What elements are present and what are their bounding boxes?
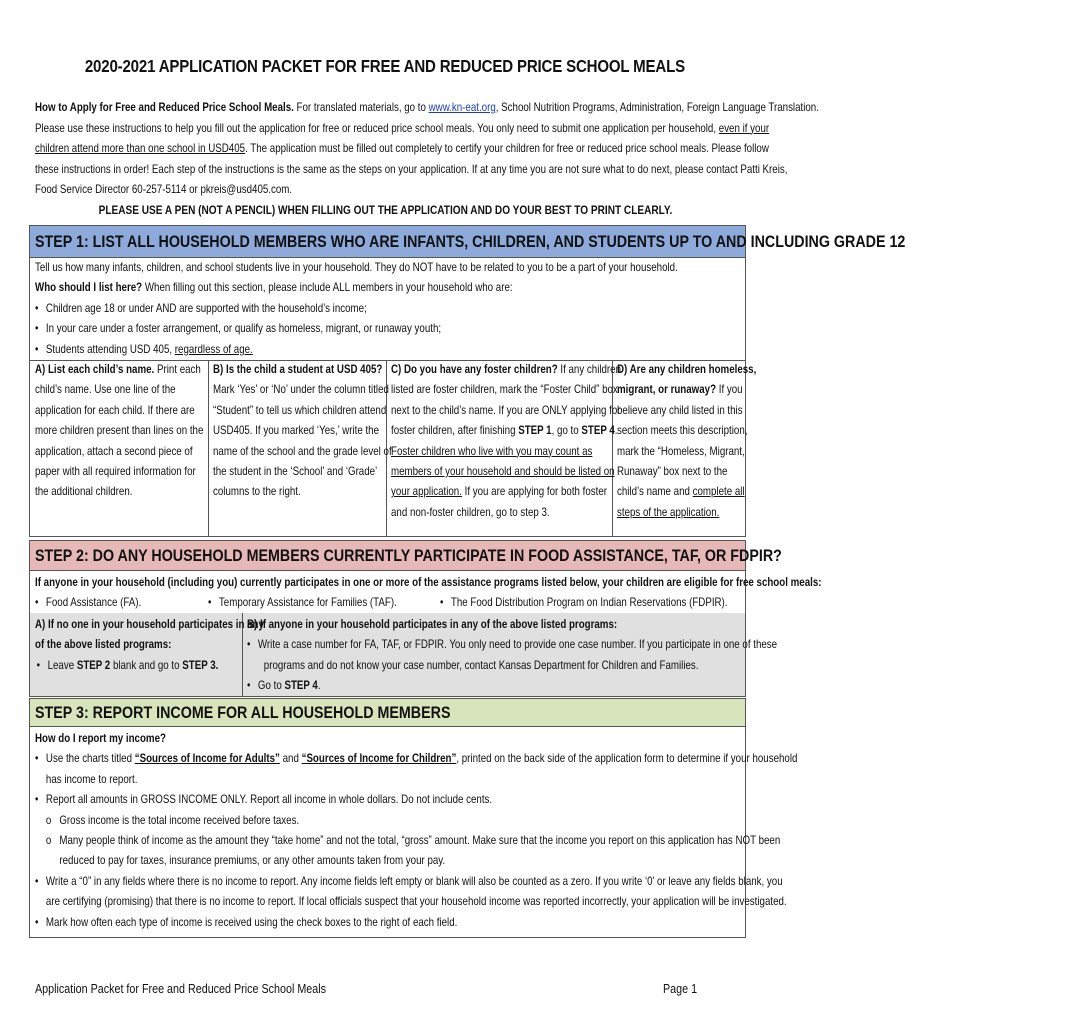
step2-heading: STEP 2: DO ANY HOUSEHOLD MEMBERS CURRENTLY PARTICIPATE IN FOOD ASSISTANCE, TAF, OR FDPIR? — [30, 541, 745, 571]
step1-col-a: A) List each child’s name. Print each child’s name. Use one line of the application for each child. If there are more children present than lines on the application, attach a second piece of paper with all required information for the additional children. — [35, 363, 204, 499]
step2-section — [29, 540, 822, 697]
step1-col-c: C) Do you have any foster children? If any children listed are foster children, mark the “Foster Child” box next to the child’s name. If you are ONLY applying for foster children, after finishing STEP 1, go to STEP 4. Foster children who live with you may count as members of your household and should be listed on your application. If you are applying for both foster and non-foster children, go to step 3. — [391, 363, 622, 519]
step2-intro: If anyone in your household (including you) currently participates in one or more of the assistance programs listed below, your children are eligible for free school meals: — [35, 576, 822, 589]
step2-program: • Food Assistance (FA). — [35, 593, 161, 613]
kn-eat-link[interactable]: www.kn-eat.org — [428, 101, 496, 114]
step1-bullet: • In your care under a foster arrangement, or qualify as homeless, migrant, or runaway youth; — [35, 319, 678, 339]
step1-bullet: • Children age 18 or under AND are supported with the household’s income; — [35, 299, 678, 319]
step2-option-a: A) If no one in your household participates in any of the above listed programs: • Leave STEP 2 blank and go to STEP 3. — [35, 615, 307, 676]
step3-heading: STEP 3: REPORT INCOME FOR ALL HOUSEHOLD MEMBERS — [30, 699, 745, 727]
step1-intro: Tell us how many infants, children, and school students live in your household. They do NOT have to be related to you to be a part of your household. Who should I list here? When filling out this section, please include ALL members in your household who are: • Children age 18 or under AND are supported with the household’s income; • In your care under a foster arrangement, or qualify as homeless, migrant, or runaway youth; • Students attending USD 405, regardless of age. — [35, 258, 800, 360]
step3-body: How do I report my income? • Use the charts titled “Sources of Income for Adults” and “Sources of Income for Children”, printed on the back side of the application form to determine if your household has income to report. • Report all amounts in GROSS INCOME ONLY. Report all income in whole dollars. Do not include cents. o Gross income is the total income received before taxes. o Many people think of income as the amount they “take home” and not the total, “gross” amount. Make sure that the income you report on this application has NOT been reduced to pay for taxes, insurance premiums, or any other amounts taken from your pay. • Write a “0” in any fields where there is no income to report. Any income fields left empty or blank will also be counted as a zero. If you write ‘0’ or leave any fields blank, you are certifying (promising) that there is no income to report. If local officials suspect that your household income was reported incorrectly, your application will be investigated. • Mark how often each type of income is received using the check boxes to the right of each field. — [35, 729, 943, 933]
step1-col-b: B) Is the child a student at USD 405? Mark ‘Yes’ or ‘No’ under the column titled “Student” to tell us which children attend USD405. If you marked ‘Yes,’ write the name of the school and the grade level of the student in the ‘School’ and ‘Grade’ columns to the right. — [213, 363, 392, 499]
page-number: Page 1 — [663, 982, 698, 996]
step1-section — [29, 225, 906, 537]
step2-option-b: B) If anyone in your household participates in any of the above listed programs: • Write a case number for FA, TAF, or FDPIR. You only need to provide one case number. If you participate in one of these programs and do not know your case number, contact Kansas Department for Children and Families. • Go to STEP 4. — [247, 615, 878, 697]
pen-notice: PLEASE USE A PEN (NOT A PENCIL) WHEN FILLING OUT THE APPLICATION AND DO YOUR BEST TO PRINT CLEARLY. — [98, 203, 672, 217]
document-title: 2020-2021 APPLICATION PACKET FOR FREE AND REDUCED PRICE SCHOOL MEALS — [84, 56, 686, 76]
step1-heading: STEP 1: LIST ALL HOUSEHOLD MEMBERS WHO ARE INFANTS, CHILDREN, AND STUDENTS UP TO AND INCLUDING GRADE 12 — [30, 226, 745, 258]
intro-paragraph: How to Apply for Free and Reduced Price School Meals. For translated materials, go to www.kn-eat.org, School Nutrition Programs, Administration, Foreign Language Translation. Please use these instructions to help you fill out the application for free or reduced price school meals. You only need to submit one application per household, even if your children attend more than one school in USD405. The application must be filled out completely to certify your children for free or reduced price school meals. Please follow these instructions in order! Each step of the instructions is the same as the steps on your application. If at any time you are not sure what to do next, please contact Patti Kreis, Food Service Director 60-257-5114 or pkreis@usd405.com. — [35, 101, 819, 197]
step3-section — [29, 698, 798, 938]
step2-program: • Temporary Assistance for Families (TAF). — [208, 593, 433, 613]
step1-col-d: D) Are any children homeless, migrant, or runaway? If you believe any child listed in this section meets this description, mark the “Homeless, Migrant, Runaway” box next to the child’s name and complete all steps of the application. — [617, 363, 757, 519]
step2-program: • The Food Distribution Program on Indian Reservations (FDPIR). — [440, 593, 782, 613]
footer-title: Application Packet for Free and Reduced Price School Meals — [35, 982, 327, 996]
step1-bullet: • Students attending USD 405, regardless of age. — [35, 340, 678, 360]
